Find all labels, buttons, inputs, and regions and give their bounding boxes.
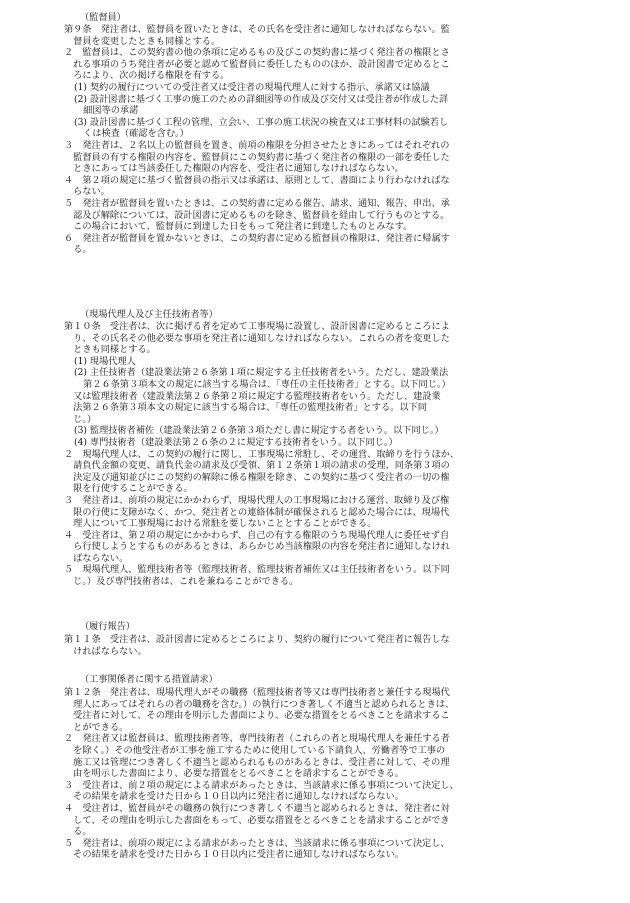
article-9-line: 第９条 発注者は、監督員を置いたときは、その氏名を受注者に通知しなければならない。監 [64,24,450,35]
article-10-line: 第２６条第３項本文の規定に該当する場合は、「専任の主任技術者」とする。以下同じ。） [74,378,451,390]
article-10-line: り、その氏名その他必要な事項を発注者に通知しなければならない。これらの者を変更した [64,332,450,344]
article-9-body [64,24,630,256]
article-9-line: ３ 発注者は、２名以上の監督員を置き、前項の権限を分担させたときにあってはそれぞれの [64,139,450,151]
article-9-line: (1) 契約の履行についての受注者又は受注者の現場代理人に対する指示、承諾又は協議 [74,81,430,93]
article-10-line: 第１０条 受注者は、次に掲げる者を定めて工事現場に設置し、設計図書に定めるところによ [64,321,450,332]
article-9-line: くは検査（確認を含む。） [74,128,189,140]
article-10-line: ２ 現場代理人は、この契約の履行に関し、工事現場に常駐し、その運営、取締りを行うほか、 [64,448,460,460]
article-9-line: れる事項のうち発注者が必要と認めて監督員に委任したもののほか、設計図書で定めるとこ [64,58,450,70]
article-10-line: (3) 監理技術者補佐（建設業法第２６条第３項ただし書に規定する者をいう。以下同じ。） [74,425,444,437]
article-10-line: ばならない。 [64,552,129,564]
article-12-line: 理人にあってはそれらの者の職務を含む。）の執行につき著しく不適当と認められるときは、 [64,698,455,710]
article-10-line: (1) 現場代理人 [74,355,136,367]
article-9-line: る。 [64,244,92,256]
article-9-line: (3) 設計図書に基づく工程の管理、立会い、工事の施工状況の検査又は工事材料の試験若し [74,116,449,128]
article-10-line: ら行使しようとするものがあるときは、あらかじめ当該権限の内容を発注者に通知しなけれ [64,541,450,553]
article-10-line: 法第２６条第３項本文の規定に該当する場合は、「専任の監理技術者」とする。以下同 [64,402,427,414]
article-10-line: ４ 受注者は、第２項の規定にかかわらず、自己の有する権限のうち現場代理人に委任せず自 [64,529,450,541]
article-9-line: ６ 発注者が監督員を置かないときは、この契約書に定める監督員の権限は、発注者に帰属す [64,232,450,244]
article-12-line: して、その理由を明示した書面をもって、必要な措置をとるべきことを請求することができ [64,814,450,826]
article-10-line: ３ 発注者は、前項の規定にかかわらず、現場代理人の工事現場における運営、取締り及び権 [64,494,450,506]
article-11-line: 第１１条 受注者は、設計図書に定めるところにより、契約の履行について発注者に報告しな [64,634,450,645]
article-11-body [64,634,630,657]
article-10-line: 限の行使に支障がなく、かつ、発注者との連絡体制が確保されると認めた場合には、現場代 [64,506,450,518]
article-10-line: (2) 主任技術者（建設業法第２６条第１項に規定する主任技術者をいう。ただし、建設業法 [74,367,449,379]
article-11-heading: （履行報告） [80,621,136,632]
article-9-line: らない。 [64,186,110,198]
article-10-line: じ。）及び専門技術者は、これを兼ねることができる。 [64,576,299,588]
article-10-line: ５ 現場代理人、監理技術者等（監理技術者、監理技術者補佐又は主任技術者をいう。以下同 [64,564,450,576]
article-10-line: 理人について工事現場における常駐を要しないこととすることができる。 [64,518,377,530]
article-9-line: ４ 第２項の規定に基づく監督員の指示又は承諾は、原則として、書面により行わなければな [64,174,450,186]
article-12-line: 第１２条 発注者は、現場代理人がその職務（監理技術者等又は専門技術者と兼任する現場代 [64,687,450,698]
article-12-line: 由を明示した書面により、必要な措置をとるべきことを請求することができる。 [64,768,404,780]
article-9-line: (2) 設計図書に基づく工事の施工のための詳細図等の作成及び交付又は受注者が作成した詳 [74,93,449,105]
article-12-line: その結果を請求を受けた日から１０日以内に受注者に通知しなければならない。 [64,849,404,861]
article-12-line: その結果を請求を受けた日から１０日以内に発注者に通知しなければならない。 [64,791,404,803]
article-12-body [64,687,630,861]
article-10-line: 限を行使することができる。 [64,483,193,495]
article-10-heading: （現場代理人及び主任技術者等） [80,309,218,320]
article-9-heading: （監督員） [80,12,126,23]
article-10-line: (4) 専門技術者（建設業法第２６条の２に規定する技術者をいう。以下同じ。） [74,436,398,448]
article-9-line: ときにあっては当該委任した権限の内容を、受注者に通知しなければならない。 [64,163,404,175]
article-12-line: を除く。）その他受注者が工事を施工するために使用している下請負人、労働者等で工事の [64,744,446,756]
article-12-line: とができる。 [64,721,129,733]
article-10-line: 決定及び通知並びにこの契約の解除に係る権限を除き、この契約に基づく受注者の一切の権 [64,471,450,483]
article-11-line: ければならない。 [64,645,147,657]
article-12-line: 受注者に対して、その理由を明示した書面により、必要な措置をとるべきことを請求するこ [64,710,450,722]
article-9-line: この場合において、監督員に到達した日をもって発注者に到達したものとみなす。 [64,221,413,233]
article-12-line: ３ 受注者は、前２項の規定による請求があったときは、当該請求に係る事項について決定し、 [64,779,459,791]
article-12-line: ４ 受注者は、監督員がその職務の執行につき著しく不適当と認められるときは、発注者に対 [64,802,450,814]
article-10-body [64,321,630,588]
article-9-line: 認及び解除については、設計図書に定めるものを除き、監督員を経由して行うものとする。 [64,209,450,221]
article-10-line: 又は監理技術者（建設業法第２６条第２項に規定する監理技術者をいう。ただし、建設業 [64,390,441,402]
article-9-line: ２ 監督員は、この契約書の他の条項に定めるもの及びこの契約書に基づく発注者の権限とさ [64,47,450,59]
article-12-line: ５ 発注者は、前項の規定による請求があったときは、当該請求に係る事項について決定し、 [64,837,450,849]
article-9-line: 督員を変更したときも同様とする。 [64,35,221,47]
article-9-line: 細図等の承諾 [74,105,139,117]
article-12-line: 施工又は管理につき著しく不適当と認められるものがあるときは、受注者に対して、その理 [64,756,450,768]
article-10-line: じ。） [64,413,97,425]
article-10-line: ときも同様とする。 [64,344,156,356]
article-9-line: ５ 発注者が監督員を置いたときは、この契約書に定める催告、請求、通知、報告、申出、承 [64,197,450,209]
article-10-line: 請負代金額の変更、請負代金の請求及び受領、第１２条第１項の請求の受理、同条第３項の [64,460,450,472]
article-9-line: 監督員の有する権限の内容を、監督員にこの契約書に基づく発注者の権限の一部を委任した [64,151,450,163]
article-12-line: ２ 発注者又は監督員は、監理技術者等、専門技術者（これらの者と現場代理人を兼任する者 [64,733,450,745]
article-9-line: ろにより、次の掲げる権限を有する。 [64,70,230,82]
article-12-heading: （工事関係者に関する措置請求） [80,674,218,685]
article-12-line: る。 [64,826,92,838]
